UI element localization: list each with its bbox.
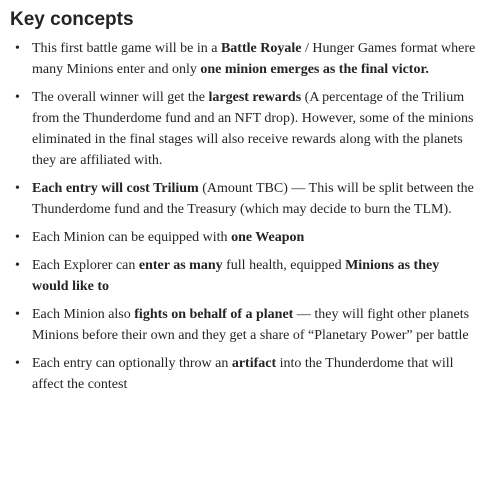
body-text: into the Thunderdome that will affect the contest bbox=[32, 356, 454, 392]
bullet-icon: • bbox=[15, 181, 20, 196]
list-item bbox=[10, 38, 477, 80]
body-text: This first battle game will be in a bbox=[32, 41, 221, 56]
body-text: full health, equipped bbox=[222, 258, 346, 273]
list-item bbox=[10, 178, 477, 220]
body-text: Each Minion can be equipped with bbox=[32, 230, 232, 245]
bold-text: one minion emerges as the final victor. bbox=[200, 62, 429, 77]
bold-text: Minions as they would like to bbox=[32, 258, 440, 294]
body-text: The overall winner will get the bbox=[32, 90, 209, 105]
body-text: — they will fight other planets Minions before their own and they get a share of “Planetary Power” per battle bbox=[32, 307, 470, 343]
bullet-icon: • bbox=[15, 258, 20, 273]
bold-text: Each entry will cost Trilium bbox=[32, 181, 199, 196]
section-heading: Key concepts bbox=[10, 9, 134, 30]
list-item bbox=[10, 87, 477, 171]
body-text: Each entry can optionally throw an bbox=[32, 356, 232, 371]
key-concepts-list bbox=[10, 38, 477, 395]
list-item bbox=[10, 304, 477, 346]
bold-text: Battle Royale bbox=[220, 41, 302, 56]
bullet-icon: • bbox=[15, 356, 20, 371]
bullet-icon: • bbox=[15, 307, 20, 322]
bullet-icon: • bbox=[15, 41, 20, 56]
bullet-icon: • bbox=[15, 90, 20, 105]
body-text: (A percentage of the Trilium from the Thunderdome fund and an NFT drop). However, some of the minions eliminated in the final stages will also receive rewards along with the planets they are affiliated with. bbox=[32, 90, 474, 168]
list-item bbox=[10, 353, 477, 395]
body-text: Each Explorer can bbox=[32, 258, 139, 273]
bold-text: enter as many bbox=[138, 258, 223, 273]
body-text: Each Minion also bbox=[32, 307, 135, 322]
bold-text: artifact bbox=[231, 356, 277, 371]
bullet-icon: • bbox=[15, 230, 20, 245]
list-item bbox=[10, 255, 477, 297]
bold-text: fights on behalf of a planet bbox=[134, 307, 294, 322]
bold-text: one Weapon bbox=[231, 230, 305, 245]
list-item bbox=[10, 227, 477, 248]
body-text: (Amount TBC) — This will be split between the Thunderdome fund and the Treasury (which may decide to burn the TLM). bbox=[32, 181, 474, 217]
body-text: / Hunger Games format where many Minions enter and only bbox=[32, 41, 476, 77]
bold-text: largest rewards bbox=[208, 90, 302, 105]
